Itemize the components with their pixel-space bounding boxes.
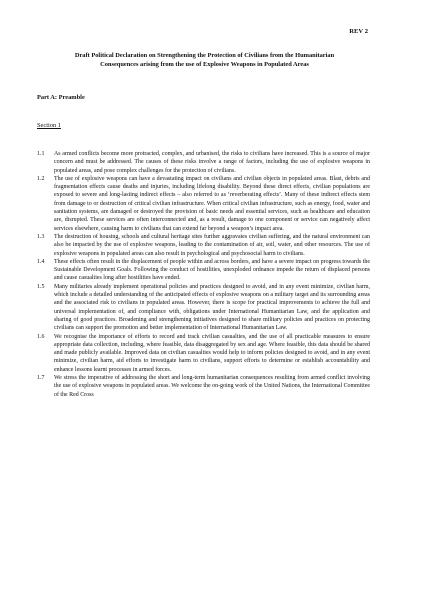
paragraph: [37, 283, 370, 333]
part-heading: Part A: Preamble: [37, 94, 85, 101]
paragraph-text: The use of explosive weapons can have a devastating impact on civilians and civilian objects in populated areas. Blast, debris and fragmentation effects cause deaths and injuries, including lifelong disability. Beyond these direct effects, civilian populations are exposed to severe and long-lasting indirect effects – also referred to as ‘reverberating effects’. Many of these indirect effects stem from damage to or destruction of critical civilian infrastructure. When critical civilian infrastructure, such as energy, food, water and sanitation systems, are damaged or destroyed the provision of basic needs and essential services, such as healthcare and education are, disrupted. These services are often interconnected and, as a result, damage to one component or service can negatively affect services elsewhere, causing harm to civilians that can extend far beyond a weapon’s impact area.: [54, 175, 370, 232]
paragraph-number: 1.1: [37, 151, 45, 157]
paragraph: [37, 333, 370, 374]
document-title: [37, 52, 372, 69]
paragraph-number: 1.7: [37, 375, 45, 382]
paragraph-number: 1.4: [37, 258, 45, 265]
paragraph-text: The destruction of housing, schools and cultural heritage sites further aggravates civilian suffering, and the natural environment can also be impacted by the use of explosive weapons, leading to the contamination of air, soil, water, and other resources. The use of explosive weapons in populated areas can also result in psychological and psychosocial harm to civilians.: [54, 233, 370, 257]
paragraph-text: We stress the imperative of addressing the short and long-term humanitarian consequences resulting from armed conflict involving the use of explosive weapons in populated areas. We welcome the on-going work of the United Nations, the International Committee of the Red Cross: [54, 375, 370, 398]
paragraph-number: 1.5: [37, 283, 45, 290]
title-line-1: Draft Political Declaration on Strengthening the Protection of Civilians from the Humanitarian: [74, 52, 335, 59]
paragraph: [37, 150, 370, 175]
section-heading: Section 1: [37, 122, 61, 129]
paragraph-number: 1.3: [37, 233, 45, 240]
title-line-2: Consequences arising from the use of Explosive Weapons in Populated Areas: [100, 60, 309, 68]
paragraph-text: As armed conflicts become more protracted, complex, and urbanised, the risks to civilians have increased. This is a source of major concern and must be addressed. The causes of these risks involve a range of factors, including the use of explosive weapons in populated areas, and pose complex challenges for the protection of civilians.: [54, 151, 370, 174]
revision-label: REV 2: [349, 28, 368, 35]
paragraph-text: Many militaries already implement operational policies and practices designed to avoid, and in any event minimize, civilian harm, which include a detailed understanding of the anticipated effects of explosive weapons on a military target and its surrounding areas and the associated risk to civilians in populated areas. However, there is scope for practical improvements to achieve the full and universal implementation of, and compliance with, obligations under International Humanitarian Law, and the application and sharing of good practices. Broadening and strengthening initiatives designed to share military policies and practices on protecting civilians can support the promotion and better implementation of International Humanitarian Law.: [54, 283, 370, 332]
paragraph-list: [37, 150, 370, 399]
paragraph-text: We recognise the importance of efforts to record and track civilian casualties, and the use of all practicable measures to ensure appropriate data collection, including, where feasible, data disaggregated by sex and age. Where feasible, this data should be shared and made publicly available. Improved data on civilian casualties would help to inform policies designed to avoid, and in any event minimize, civilian harm, aid efforts to investigate harm to civilians, support efforts to determine or establish accountability and enhance lessons learnt processes in armed forces.: [54, 333, 370, 373]
paragraph: [37, 258, 370, 283]
paragraph: [37, 233, 370, 258]
paragraph: [37, 175, 370, 233]
paragraph-text: These effects often result in the displacement of people within and across borders, and have a severe impact on progress towards the Sustainable Development Goals. Following the conduct of hostilities, unexploded ordnance impede the return of displaced persons and cause casualties long after hostilities have ended.: [54, 258, 370, 282]
paragraph-number: 1.2: [37, 175, 45, 182]
paragraph-number: 1.6: [37, 333, 45, 340]
paragraph: [37, 374, 370, 399]
